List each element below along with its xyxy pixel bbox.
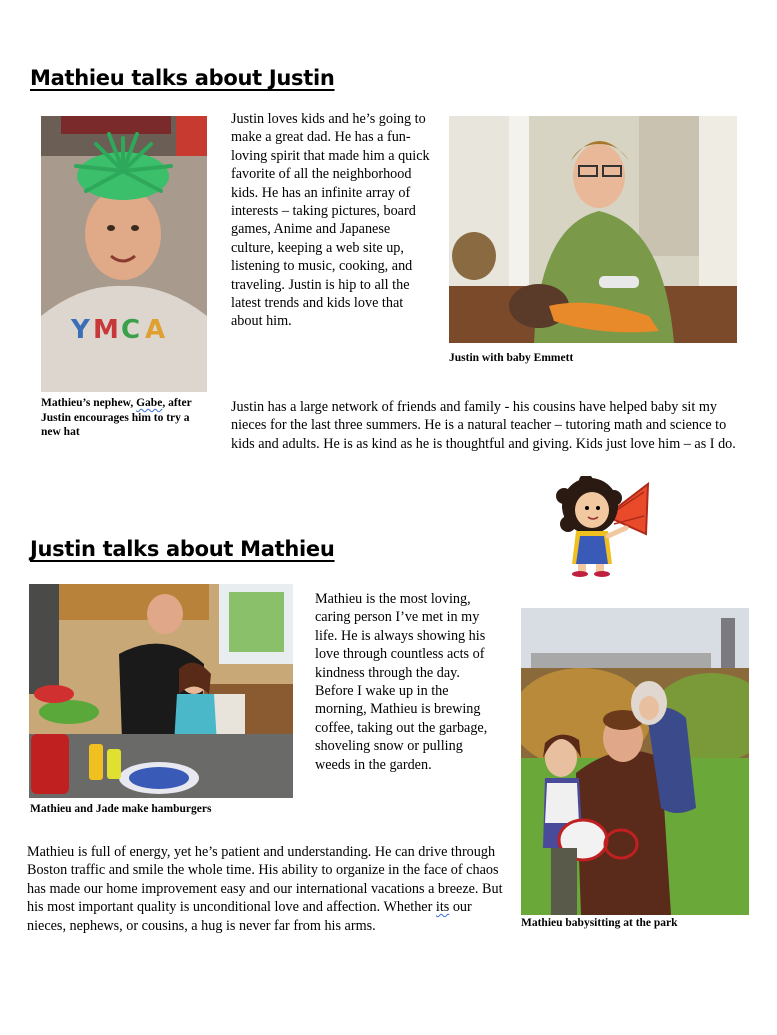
section1-heading: Mathieu talks about Justin [30,66,335,90]
photo-justin-baby [449,116,737,343]
section2-paragraph1: Mathieu is the most loving, caring person I’ve met in my life. He is always showing his love through countless acts of kindness through the day. Before I wake up in the morning, Mathieu is brewing coffee, taking out the garbage, shoveling snow or pulling weeds in the garden. [315,591,488,773]
photo4-caption: Mathieu babysitting at the park [521,917,678,929]
svg-text:A: A [145,315,166,345]
svg-text:Y: Y [71,315,90,345]
photo2-caption: Justin with baby Emmett [449,352,574,364]
photo1-caption: Mathieu’s nephew, Gabe, after Justin encourages him to try a new hat [41,397,192,438]
girl-with-kite-clipart [556,476,652,578]
section1-paragraph2: Justin has a large network of friends and family - his cousins have helped baby sit my nieces for the last three summers. He is a natural teacher – tutoring math and science to kids and adults. He is as kind as he is thoughtful and giving. Kids just love him – as I do. [231,399,736,452]
photo-park-babysitting [521,608,749,915]
section2-heading: Justin talks about Mathieu [30,537,335,561]
photo-making-hamburgers [29,584,293,798]
photo3-caption: Mathieu and Jade make hamburgers [30,803,212,815]
photo-gabe-hat [41,116,207,392]
section2-paragraph2: Mathieu is full of energy, yet he’s patient and understanding. He can drive through Boston traffic and smile the whole time. His ability to organize in the face of chaos has made our home improvement easy and our international vacations a breeze. But his most important quality is unconditional love and affection. Whether its our nieces, nephews, or cousins, a hug is never far from his arms. [27,844,503,934]
svg-text:M: M [93,315,119,345]
svg-text:C: C [121,315,141,345]
section1-paragraph1: Justin loves kids and he’s going to make a great dad. He has a fun-loving spirit that made him a quick favorite of all the neighborhood kids. He has an infinite array of interests – taking pictures, board games, Anime and Japanese culture, keeping a web site up, listening to music, cooking, and traveling. Justin is hip to all the latest trends and kids love that about him. [231,111,430,330]
